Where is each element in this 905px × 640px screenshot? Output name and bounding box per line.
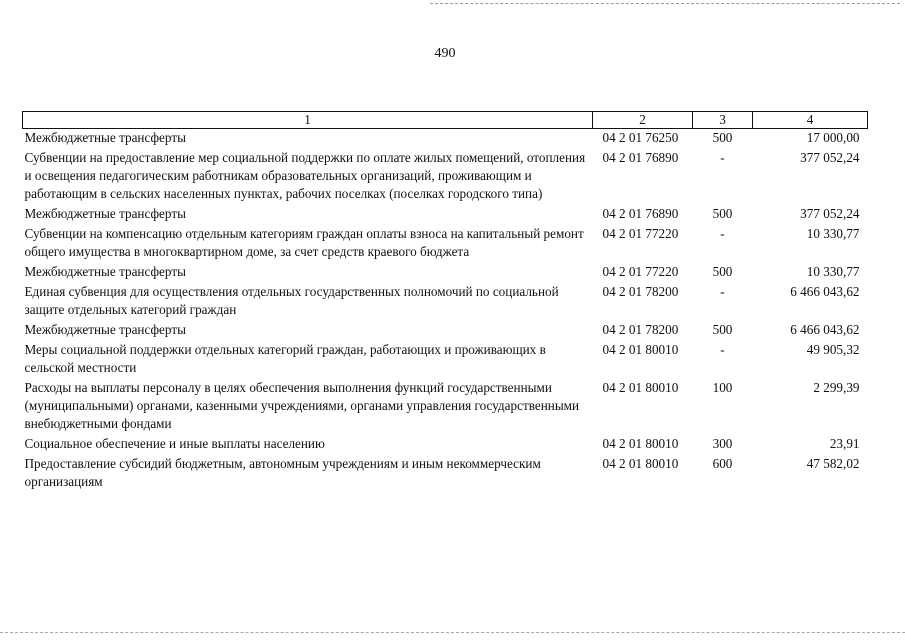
row-type: 500 (712, 264, 733, 279)
row-type: 500 (712, 322, 733, 337)
row-sum: 377 052,24 (800, 150, 860, 165)
row-name: Единая субвенция для осуществления отдельных государственных полномочий по социальной защите отдельных категорий граждан (24, 284, 559, 317)
row-type: 500 (712, 206, 733, 221)
scan-border-bottom (0, 632, 905, 633)
row-name: Субвенции на предоставление мер социальной поддержки по оплате жилых помещений, отопления и освещения педагогическим работникам образовательных организаций, проживающим и работающим в сельских населенных пунктах, рабочих поселках (поселках городского типа) (24, 150, 586, 201)
row-name: Межбюджетные трансферты (24, 322, 186, 337)
row-name: Социальное обеспечение и иные выплаты населению (24, 436, 325, 451)
row-sum: 23,91 (829, 436, 860, 451)
column-header-code: 2 (593, 112, 693, 129)
table-row (23, 149, 868, 205)
budget-table (22, 111, 868, 493)
row-code: 04 2 01 77220 (602, 264, 679, 279)
row-sum: 377 052,24 (800, 206, 860, 221)
table-row (23, 129, 868, 150)
row-type: - (720, 284, 725, 299)
row-sum: 6 466 043,62 (790, 322, 860, 337)
row-name: Расходы на выплаты персоналу в целях обеспечения выполнения функций государственными (муниципальными) органами, казенными учреждениями, органами управления государственными внебюджетными фондами (24, 380, 580, 431)
row-name: Предоставление субсидий бюджетным, автономным учреждениям и иным некоммерческим организациям (24, 456, 541, 489)
row-name: Меры социальной поддержки отдельных категорий граждан, работающих и проживающих в сельской местности (24, 342, 546, 375)
column-header-name: 1 (23, 112, 593, 129)
column-header-sum: 4 (753, 112, 868, 129)
page-number: 490 (434, 46, 456, 61)
row-code: 04 2 01 80010 (602, 436, 679, 451)
row-type: - (720, 342, 725, 357)
row-sum: 6 466 043,62 (790, 284, 860, 299)
row-code: 04 2 01 76890 (602, 150, 679, 165)
row-name: Межбюджетные трансферты (24, 206, 186, 221)
row-sum: 49 905,32 (806, 342, 860, 357)
table-row (23, 379, 868, 435)
row-code: 04 2 01 80010 (602, 380, 679, 395)
row-code: 04 2 01 76250 (602, 130, 679, 145)
row-code: 04 2 01 80010 (602, 342, 679, 357)
row-code: 04 2 01 77220 (602, 226, 679, 241)
row-name: Межбюджетные трансферты (24, 130, 186, 145)
row-name: Межбюджетные трансферты (24, 264, 186, 279)
table-row (23, 321, 868, 341)
row-type: - (720, 226, 725, 241)
table-header-row (23, 112, 868, 129)
column-header-type: 3 (693, 112, 753, 129)
row-sum: 10 330,77 (806, 264, 860, 279)
row-type: 500 (712, 130, 733, 145)
row-code: 04 2 01 78200 (602, 322, 679, 337)
row-sum: 10 330,77 (806, 226, 860, 241)
row-name: Субвенции на компенсацию отдельным категориям граждан оплаты взноса на капитальный ремонт общего имущества в многоквартирном доме, за счет средств краевого бюджета (24, 226, 584, 259)
table-row (23, 283, 868, 321)
table-row (23, 225, 868, 263)
row-code: 04 2 01 78200 (602, 284, 679, 299)
row-type: 600 (712, 456, 733, 471)
table-row (23, 435, 868, 455)
table-row (23, 263, 868, 283)
row-sum: 47 582,02 (806, 456, 860, 471)
row-code: 04 2 01 80010 (602, 456, 679, 471)
table-row (23, 455, 868, 493)
row-code: 04 2 01 76890 (602, 206, 679, 221)
row-type: 300 (712, 436, 733, 451)
row-sum: 2 299,39 (813, 380, 860, 395)
row-type: - (720, 150, 725, 165)
row-sum: 17 000,00 (806, 130, 860, 145)
table-row (23, 205, 868, 225)
row-type: 100 (712, 380, 733, 395)
scan-border-top (430, 3, 900, 4)
table-row (23, 341, 868, 379)
